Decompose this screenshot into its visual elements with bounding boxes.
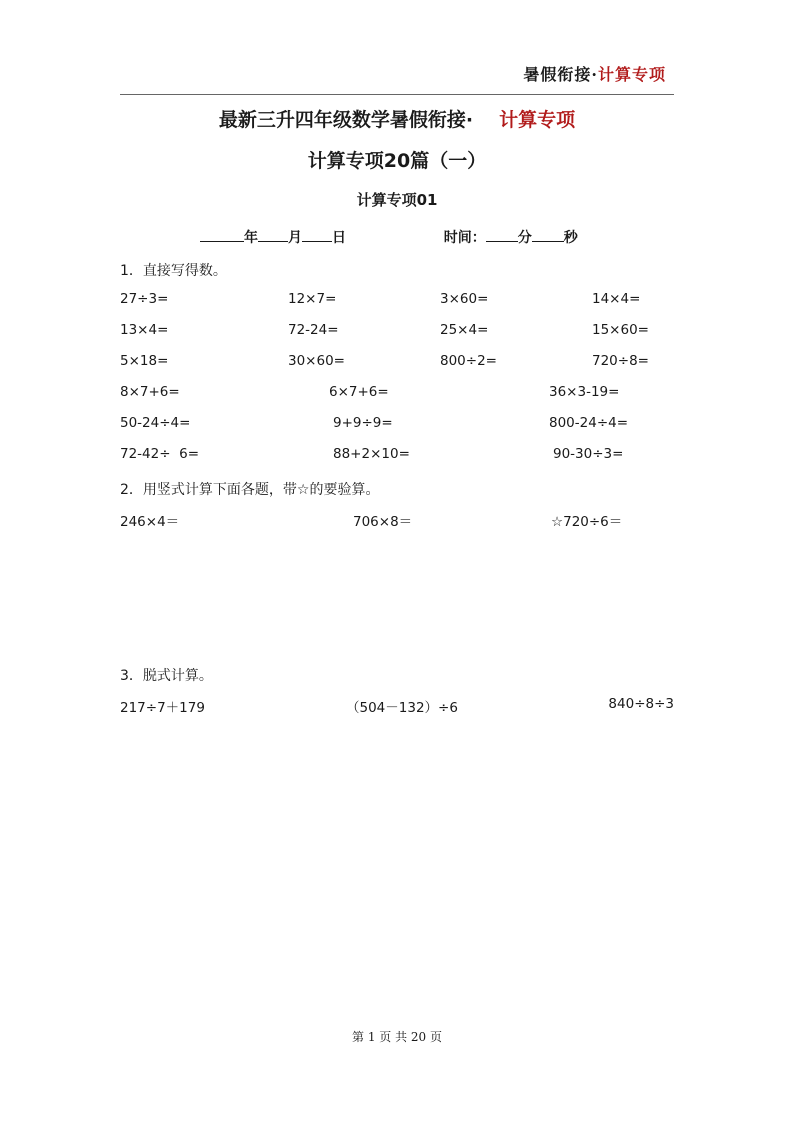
problem: 25×4= [440,322,489,338]
problem: 90-30÷3= [553,446,624,462]
problem: ☆720÷6＝ [551,514,623,530]
problem: （504－132）÷6 [346,700,458,716]
subtitle: 计算专项20篇（一） [307,150,487,172]
main-title-black: 最新三升四年级数学暑假衔接· [218,109,474,131]
problem: 706×8＝ [353,514,413,530]
problem: 50-24÷4= [120,415,191,431]
section-title: 计算专项01 [356,191,438,209]
problem: 800-24÷4= [549,415,629,431]
problem: 217÷7＋179 [120,700,205,716]
problem: 72-42÷ 6= [120,446,200,462]
problem: 3×60= [440,291,489,307]
problem: 88+2×10= [333,446,410,462]
running-header [523,62,666,85]
problem: 800÷2= [440,353,497,369]
part2-heading: 2．用竖式计算下面各题，带☆的要验算。 [120,482,380,498]
problem: 5×18= [120,353,169,369]
problem: 15×60= [592,322,649,338]
problem: 27÷3= [120,291,169,307]
problem: 6×7+6= [329,384,389,400]
problem: 8×7+6= [120,384,180,400]
day-label: 日 [332,230,346,246]
month-label: 月 [288,230,302,246]
date-time-line [200,227,578,247]
problem: 720÷8= [592,353,649,369]
problem: 72-24= [288,322,339,338]
time-label: 时间： [443,230,486,246]
main-title-red: 计算专项 [499,109,576,131]
second-label: 秒 [563,230,578,246]
problem: 13×4= [120,322,169,338]
minute-blank [486,227,518,242]
year-label: 年 [244,230,258,246]
problem: 14×4= [592,291,641,307]
part1-heading: 1．直接写得数。 [120,263,227,279]
problem: 36×3-19= [549,384,620,400]
problem: 30×60= [288,353,345,369]
month-blank [258,227,288,242]
page-number: 第 1 页 共 20 页 [352,1030,442,1044]
problem: 9+9÷9= [333,415,393,431]
year-blank [200,227,244,242]
header-left-text: 暑假衔接· [523,65,598,84]
header-right-text: 计算专项 [597,65,666,84]
problem: 840÷8÷3 [608,696,674,712]
part3-heading: 3．脱式计算。 [120,668,213,684]
second-blank [532,227,564,242]
minute-label: 分 [517,230,532,246]
header-divider [120,94,674,95]
main-title [0,105,794,132]
problem: 246×4＝ [120,514,180,530]
day-blank [302,227,332,242]
problem: 12×7= [288,291,337,307]
